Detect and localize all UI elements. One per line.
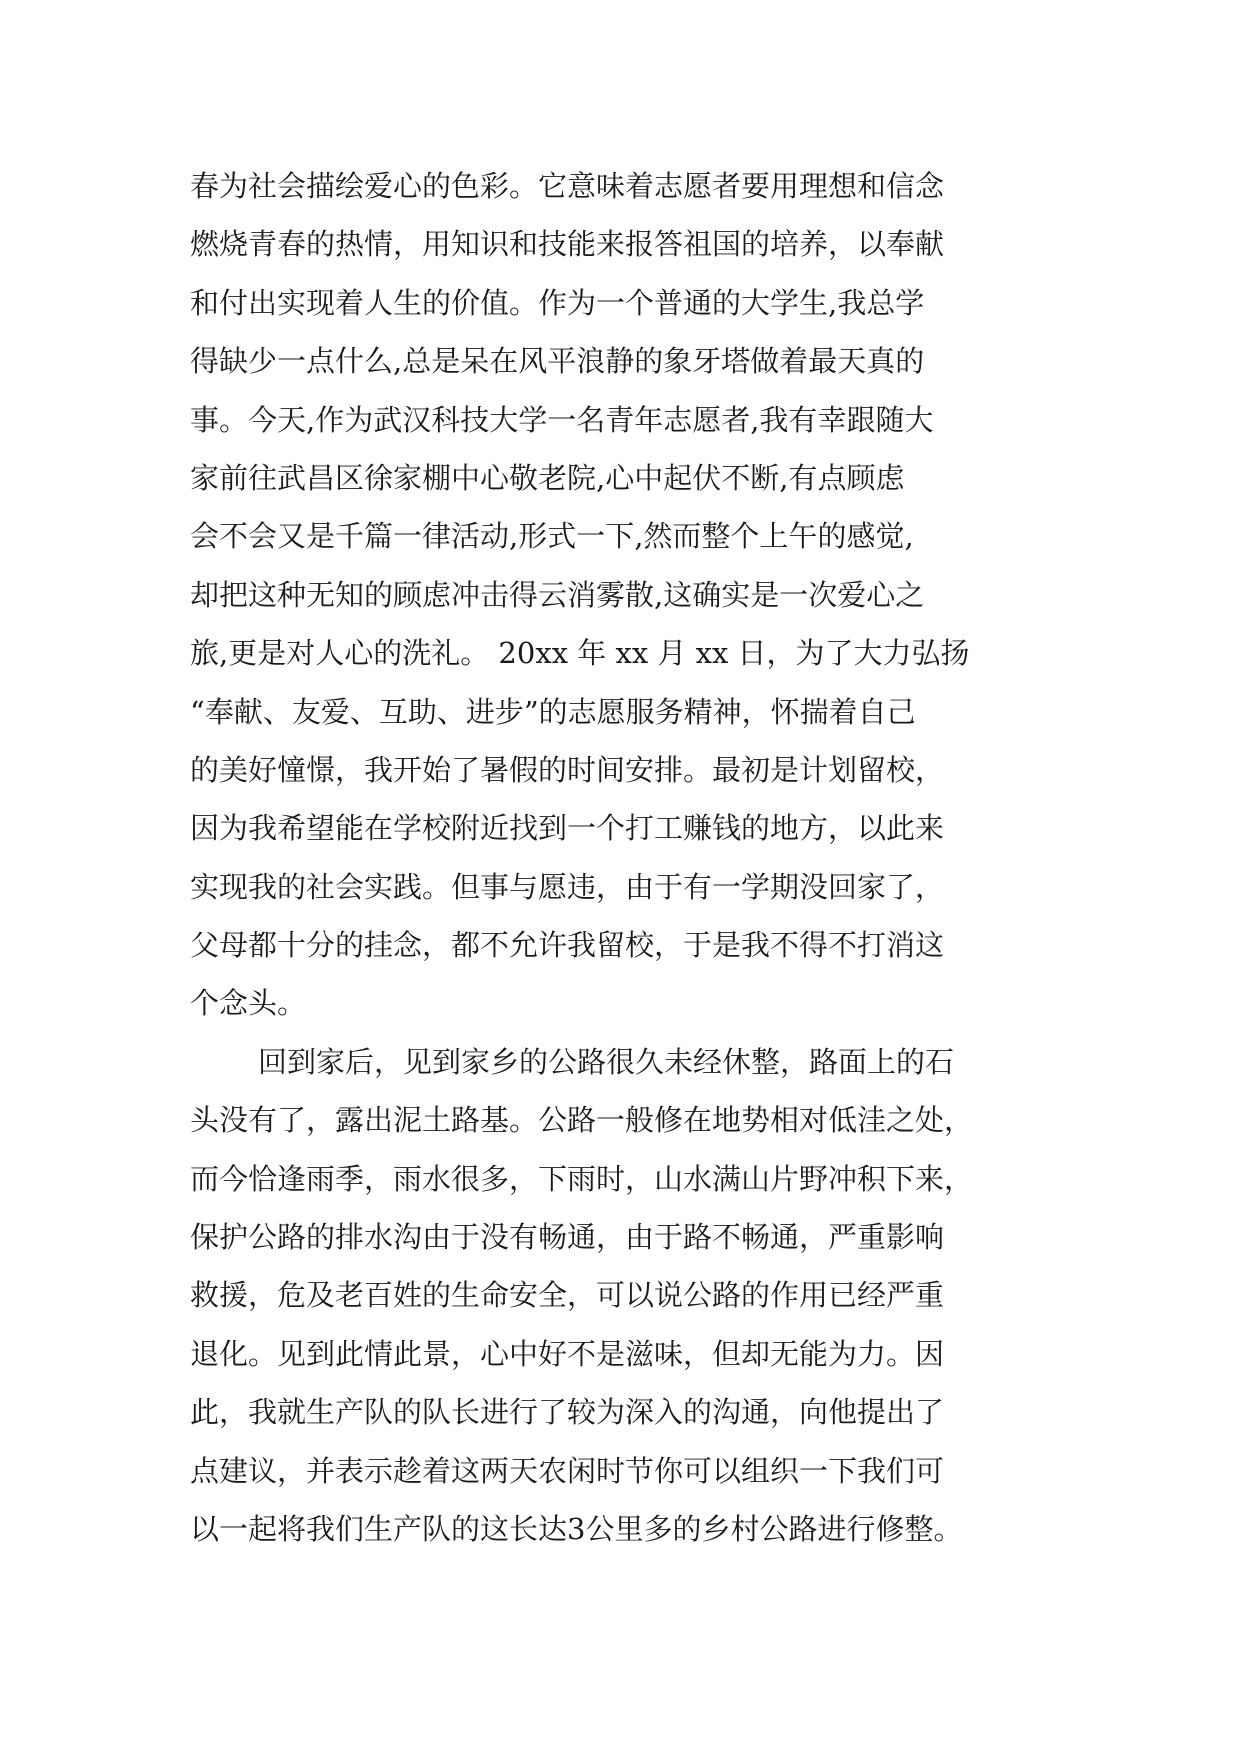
text-line: 燃烧青春的热情，用知识和技能来报答祖国的培养，以奉献 xyxy=(190,227,945,262)
paragraph-2 xyxy=(190,1033,1065,1559)
text-line: 退化。见到此情此景，心中好不是滋味，但却无能为力。因 xyxy=(190,1336,945,1371)
text-line: 得缺少一点什么,总是呆在风平浪静的象牙塔做着最天真的 xyxy=(190,344,925,379)
document-body xyxy=(190,157,1065,1558)
text-line: 因为我希望能在学校附近找到一个打工赚钱的地方，以此来 xyxy=(190,811,945,846)
text-line: 春为社会描绘爱心的色彩。它意味着志愿者要用理想和信念 xyxy=(190,169,945,203)
text-line: 实现我的社会实践。但事与愿违，由于有一学期没回家了， xyxy=(190,869,945,904)
text-line: 的美好憧憬，我开始了暑假的时间安排。最初是计划留校， xyxy=(190,752,945,787)
text-line: 救援，危及老百姓的生命安全，可以说公路的作用已经严重 xyxy=(190,1278,945,1313)
text-line: “奉献、友爱、互助、进步”的志愿服务精神，怀揣着自己 xyxy=(190,694,916,729)
text-line: 事。今天,作为武汉科技大学一名青年志愿者,我有幸跟随大 xyxy=(190,402,934,437)
text-line: 却把这种无知的顾虑冲击得云消雾散,这确实是一次爱心之 xyxy=(190,577,925,612)
text-line: 个念头。 xyxy=(190,986,307,1021)
text-line: 头没有了，露出泥土路基。公路一般修在地势相对低洼之处， xyxy=(190,1103,974,1138)
text-line: 保护公路的排水沟由于没有畅通，由于路不畅通，严重影响 xyxy=(190,1220,945,1255)
paragraph-1 xyxy=(190,157,1065,1033)
text-line: 家前往武昌区徐家棚中心敬老院,心中起伏不断,有点顾虑 xyxy=(190,460,905,495)
text-line: 旅,更是对人心的洗礼。 20xx 年 xx 月 xx 日，为了大力弘扬 xyxy=(190,636,970,671)
text-line: 以一起将我们生产队的这长达3公里多的乡村公路进行修整。 xyxy=(190,1511,963,1546)
text-line: 而今恰逢雨季，雨水很多，下雨时，山水满山片野冲积下来， xyxy=(190,1161,974,1196)
text-line: 此，我就生产队的队长进行了较为深入的沟通，向他提出了 xyxy=(190,1395,945,1430)
text-line: 会不会又是千篇一律活动,形式一下,然而整个上午的感觉, xyxy=(190,519,914,554)
text-line: 回到家后，见到家乡的公路很久未经休整，路面上的石 xyxy=(258,1044,955,1079)
text-line: 父母都十分的挂念，都不允许我留校，于是我不得不打消这 xyxy=(190,928,945,963)
text-line: 点建议，并表示趁着这两天农闲时节你可以组织一下我们可 xyxy=(190,1453,945,1488)
text-line: 和付出实现着人生的价值。作为一个普通的大学生,我总学 xyxy=(190,285,925,320)
